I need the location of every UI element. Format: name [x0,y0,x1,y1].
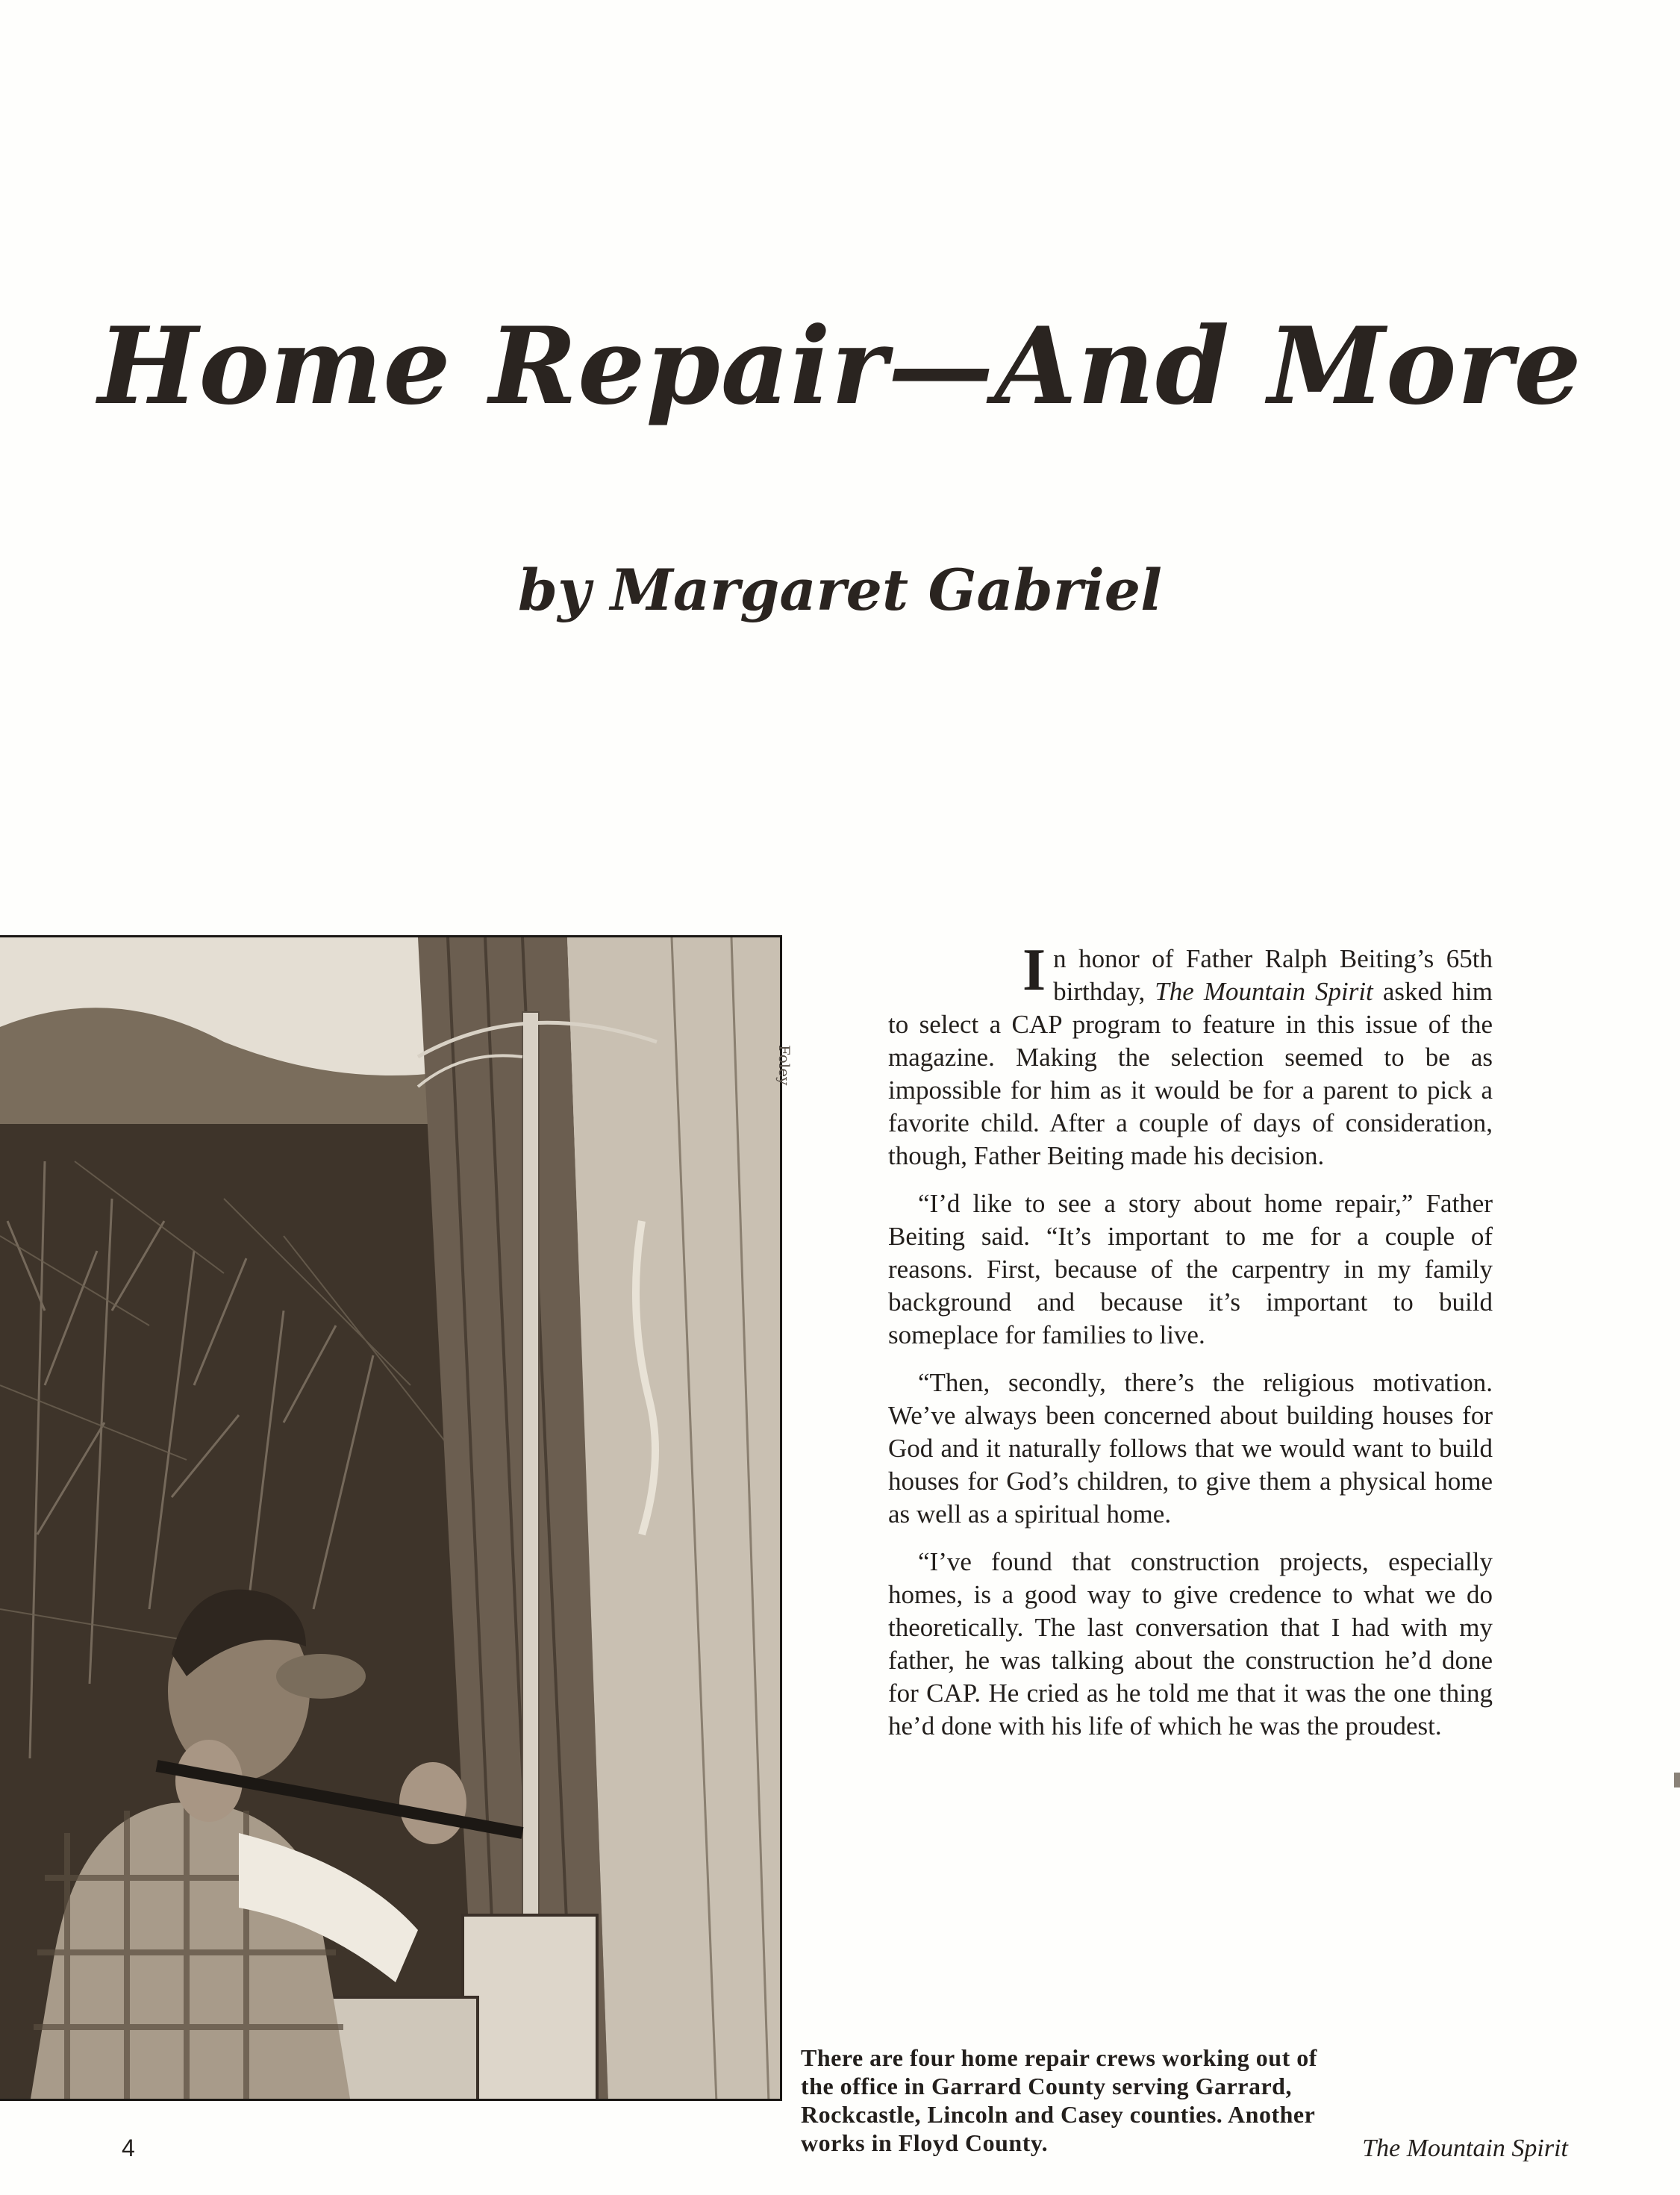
paragraph-2: “I’d like to see a story about home repair,” Father Beiting said. “It’s important to me for a couple of reasons. First, because of the carpentry in my family background and because it’s important to build someplace for families to live. [888,1189,1493,1349]
page-edge-mark [1674,1773,1680,1787]
article-body [888,937,1493,1758]
paragraph-1-end: asked him to select a CAP program to feature in this issue of the magazine. Making the selection seemed to be as impossible for him as it would be for a parent to pick a favorite child. After a couple of days of consideration, though, Father Beiting made his decision. [888,977,1493,1170]
article-title: Home Repair—And More [98,305,1582,428]
photo-credit: Foley [775,1045,793,1086]
footer-magazine-title: The Mountain Spirit [1362,2135,1568,2162]
article-byline: by Margaret Gabriel [518,557,1162,623]
magazine-name-inline: The Mountain Spirit [1155,977,1373,1006]
drop-cap: I [1022,937,1046,1003]
page-number: 4 [122,2135,135,2161]
paragraph-3: “Then, secondly, there’s the religious motivation. We’ve always been concerned about building houses for God and it naturally follows that we would want to build houses for God’s children, to give them a physical home as well as a spiritual home. [888,1368,1493,1529]
article-photo [0,935,782,2101]
paragraph-1 [888,937,1493,1173]
photo-caption: There are four home repair crews working out of the office in Garrard County serving Garrard, Rockcastle, Lincoln and Casey counties. Another works in Floyd County. [801,2044,1317,2156]
paragraph-1-start: n honor of Father Ralph Beiting’s 65th birthday, [1053,944,1493,1006]
paragraph-4: “I’ve found that construction projects, especially homes, is a good way to give credence to what we do theoretically. The last conversation that I had with my father, he was talking about the construction he’d done for CAP. He cried as he told me that it was the one thing he’d done with his life of which he was the proudest. [888,1547,1493,1740]
photo-construction-worker-icon [0,937,782,2101]
